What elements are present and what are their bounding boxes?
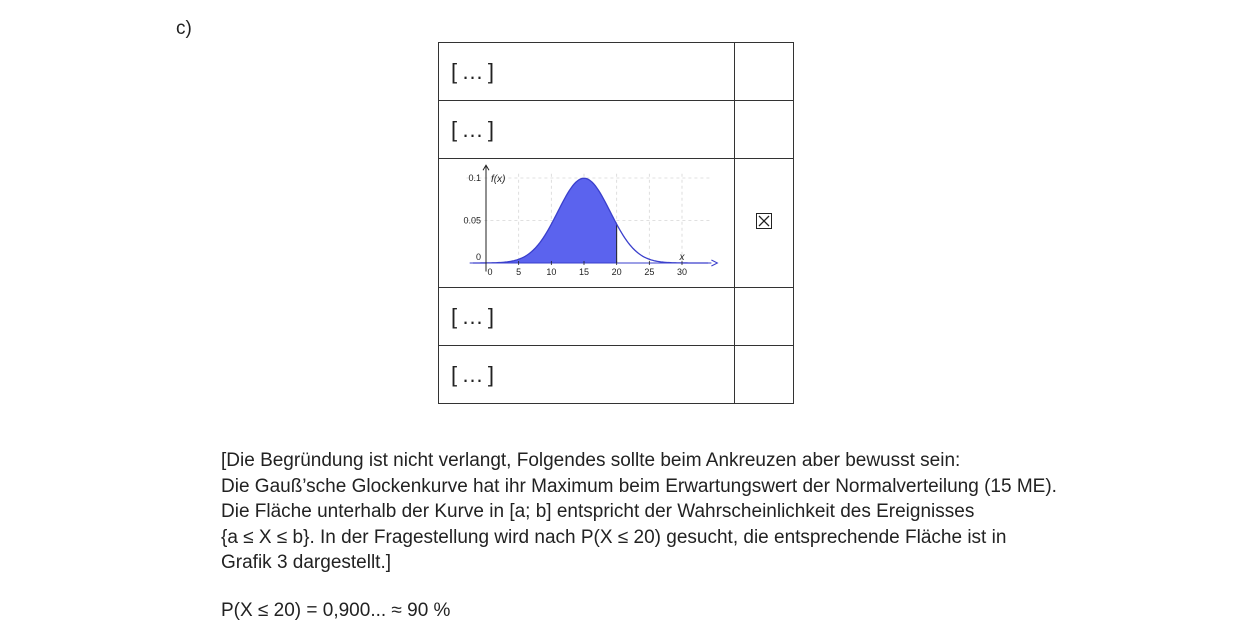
answer-table <box>438 42 794 404</box>
option-text: [ … ] <box>439 288 735 346</box>
option-checkbox-cell[interactable] <box>735 101 794 159</box>
option-row-graph <box>439 159 794 288</box>
option-checkbox-cell[interactable] <box>735 288 794 346</box>
option-row <box>439 346 794 404</box>
y-tick-label: 0.05 <box>463 215 481 226</box>
option-row <box>439 101 794 159</box>
option-graph-cell <box>439 159 735 288</box>
x-tick-label: 20 <box>611 267 622 277</box>
option-row <box>439 288 794 346</box>
checked-box-icon[interactable] <box>756 213 772 229</box>
x-axis-arrow-icon <box>711 260 717 266</box>
x-tick-label: 15 <box>578 267 590 277</box>
explanation-line: {a ≤ X ≤ b}. In der Fragestellung wird nach P(X ≤ 20) gesucht, die entsprechende Fläche ist in <box>221 526 1007 548</box>
explanation-text <box>221 448 1121 576</box>
x-tick-label: 30 <box>676 267 688 277</box>
y-tick-label: 0.1 <box>468 173 481 183</box>
option-checkbox-cell[interactable] <box>735 159 794 288</box>
option-text: [ … ] <box>439 101 735 159</box>
x-tick-label: 0 <box>487 267 493 277</box>
option-text: [ … ] <box>439 43 735 101</box>
explanation-line: Grafik 3 dargestellt.] <box>221 552 392 573</box>
explanation-line: Die Fläche unterhalb der Kurve in [a; b] entspricht der Wahrscheinlichkeit des Ereignisses <box>221 501 975 522</box>
result-formula: P(X ≤ 20) = 0,900... ≈ 90 % <box>221 600 451 621</box>
part-label: c) <box>176 18 192 39</box>
normal-distribution-chart <box>439 159 734 281</box>
option-text: [ … ] <box>439 346 735 404</box>
explanation-line: [Die Begründung ist nicht verlangt, Folgendes sollte beim Ankreuzen aber bewusst sein: <box>221 450 961 471</box>
y-tick-label: 0 <box>475 252 481 262</box>
x-tick-label: 10 <box>546 267 557 277</box>
x-axis-label: x <box>679 252 685 263</box>
explanation-line: Die Gauß’sche Glockenkurve hat ihr Maximum beim Erwartungswert der Normalverteilung (15 ME). <box>221 475 1057 497</box>
option-checkbox-cell[interactable] <box>735 346 794 404</box>
option-checkbox-cell[interactable] <box>735 43 794 101</box>
option-row <box>439 43 794 101</box>
cross-icon <box>757 214 771 228</box>
x-tick-label: 5 <box>516 267 522 277</box>
x-tick-label: 25 <box>644 267 655 277</box>
y-axis-label: f(x) <box>491 174 506 185</box>
